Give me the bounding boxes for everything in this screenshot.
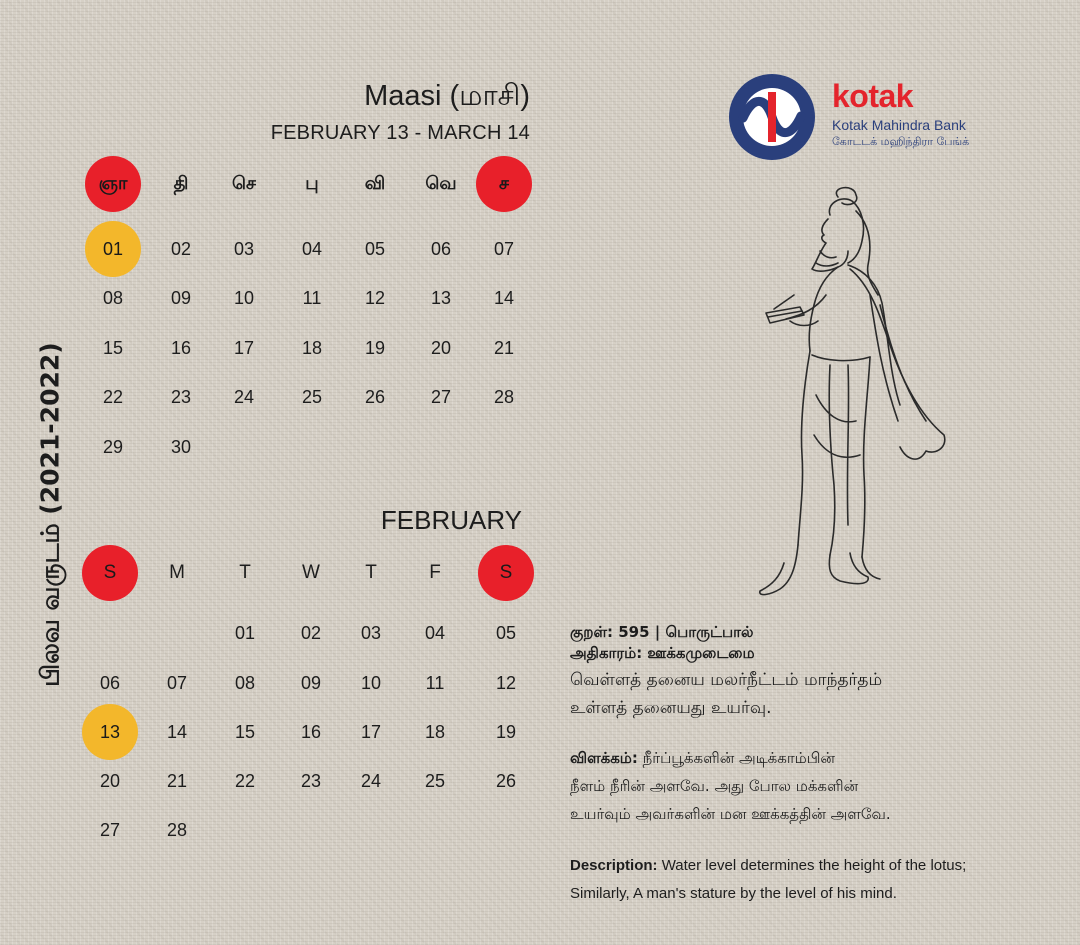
kural-chapter-line: அதிகாரம்: ஊக்கமுடைமை <box>570 644 755 662</box>
greg-day-04: 04 <box>424 622 446 643</box>
greg-day-20: 20 <box>99 770 121 791</box>
brand-wordmark: kotak <box>832 78 914 114</box>
greg-day-12: 12 <box>495 672 517 693</box>
tamil-day-27: 27 <box>430 386 452 407</box>
description-line-1: Water level determines the height of the lotus; <box>661 857 967 874</box>
kural-meaning-line-2: நீளம் நீரின் அளவே. அது போல மக்களின் <box>570 777 859 795</box>
tamil-day-28: 28 <box>493 386 515 407</box>
tamil-day-23: 23 <box>170 386 192 407</box>
tamil-year-title <box>20 318 84 711</box>
greg-day-08: 08 <box>234 672 256 693</box>
tamil-day-17: 17 <box>233 337 255 358</box>
greg-day-02: 02 <box>300 622 322 643</box>
brand-tamil-name: கோடடக் மஹிந்திரா பேங்க் <box>832 135 970 148</box>
tamil-day-21: 21 <box>493 337 515 358</box>
tamil-day-10: 10 <box>233 287 255 308</box>
tamil-day-07: 07 <box>493 238 515 259</box>
greg-day-15: 15 <box>234 721 256 742</box>
tamil-weekday-0: ஞா <box>85 156 141 212</box>
tamil-month-title: Maasi (மாசி) <box>364 80 530 112</box>
sage-illustration <box>730 185 960 605</box>
tamil-day-24: 24 <box>233 386 255 407</box>
tamil-weekday-2: செ <box>232 172 256 194</box>
tamil-day-06: 06 <box>430 238 452 259</box>
greg-day-11: 11 <box>425 672 445 693</box>
tamil-day-20: 20 <box>430 337 452 358</box>
greg-day-19: 19 <box>495 721 517 742</box>
greg-day-14: 14 <box>166 721 188 742</box>
tamil-weekday-4: வி <box>364 172 386 194</box>
tamil-weekday-3: பு <box>305 172 319 194</box>
greg-weekday-5: F <box>429 562 441 583</box>
greg-day-18: 18 <box>424 721 446 742</box>
greg-day-27: 27 <box>99 819 121 840</box>
kural-verse-line-2: உள்ளத் தனையது உயர்வு. <box>570 698 772 718</box>
tamil-month-range: FEBRUARY 13 - MARCH 14 <box>270 122 530 144</box>
tamil-day-26: 26 <box>364 386 386 407</box>
kotak-logo-icon <box>727 72 827 162</box>
greg-weekday-0: S <box>82 545 138 601</box>
greg-weekday-4: T <box>365 562 377 583</box>
greg-day-01: 01 <box>234 622 256 643</box>
tamil-day-18: 18 <box>301 337 323 358</box>
tamil-day-25: 25 <box>301 386 323 407</box>
tamil-weekday-6: ச <box>476 156 532 212</box>
tamil-day-11: 11 <box>302 287 322 308</box>
tamil-day-12: 12 <box>364 287 386 308</box>
greg-day-09: 09 <box>300 672 322 693</box>
greg-day-10: 10 <box>360 672 382 693</box>
tamil-year-text: பிலவ வருடம் (2021-2022) <box>35 342 65 687</box>
tamil-day-15: 15 <box>102 337 124 358</box>
tamil-day-14: 14 <box>493 287 515 308</box>
kural-verse-line-1: வெள்ளத் தனைய மலர்நீட்டம் மாந்தர்தம் <box>570 670 883 690</box>
greg-weekday-2: T <box>239 562 251 583</box>
tamil-day-29: 29 <box>102 436 124 457</box>
greg-day-17: 17 <box>360 721 382 742</box>
gregorian-month-title: FEBRUARY <box>380 505 522 535</box>
greg-day-23: 23 <box>300 770 322 791</box>
greg-day-16: 16 <box>300 721 322 742</box>
greg-day-13: 13 <box>82 704 138 760</box>
greg-day-28: 28 <box>166 819 188 840</box>
tamil-day-19: 19 <box>364 337 386 358</box>
description-label: Description: <box>570 857 658 874</box>
greg-day-24: 24 <box>360 770 382 791</box>
kural-number-line: குறள்: 595 | பொருட்பால் <box>570 623 754 641</box>
tamil-day-03: 03 <box>233 238 255 259</box>
tamil-day-09: 09 <box>170 287 192 308</box>
kural-meaning-label: விளக்கம்: <box>570 749 638 767</box>
tamil-day-22: 22 <box>102 386 124 407</box>
greg-weekday-1: M <box>169 562 185 583</box>
tamil-weekday-5: வெ <box>425 172 457 194</box>
greg-day-26: 26 <box>495 770 517 791</box>
tamil-day-01: 01 <box>85 221 141 277</box>
greg-weekday-3: W <box>302 562 320 583</box>
kural-description <box>570 852 1070 908</box>
kural-meaning-line-3: உயர்வும் அவர்களின் மன ஊக்கத்தின் அளவே. <box>570 805 891 823</box>
greg-weekday-6: S <box>478 545 534 601</box>
kural-meaning-line-1: நீர்ப்பூக்களின் அடிக்காம்பின் <box>642 749 835 767</box>
greg-day-22: 22 <box>234 770 256 791</box>
description-line-2: Similarly, A man's stature by the level of his mind. <box>570 885 897 902</box>
tamil-day-04: 04 <box>301 238 323 259</box>
greg-day-06: 06 <box>99 672 121 693</box>
tamil-day-16: 16 <box>170 337 192 358</box>
tamil-day-30: 30 <box>170 436 192 457</box>
kural-meaning <box>570 744 1070 828</box>
greg-day-05: 05 <box>495 622 517 643</box>
greg-day-25: 25 <box>424 770 446 791</box>
sage-illustration-icon <box>730 185 960 605</box>
greg-day-07: 07 <box>166 672 188 693</box>
kural-header <box>570 622 1070 664</box>
tamil-day-13: 13 <box>430 287 452 308</box>
greg-day-03: 03 <box>360 622 382 643</box>
tamil-weekday-1: தி <box>173 172 189 194</box>
kural-verse <box>570 666 1070 722</box>
tamil-day-08: 08 <box>102 287 124 308</box>
greg-day-21: 21 <box>166 770 188 791</box>
tamil-day-02: 02 <box>170 238 192 259</box>
tamil-day-05: 05 <box>364 238 386 259</box>
brand-full-name: Kotak Mahindra Bank <box>832 117 966 133</box>
